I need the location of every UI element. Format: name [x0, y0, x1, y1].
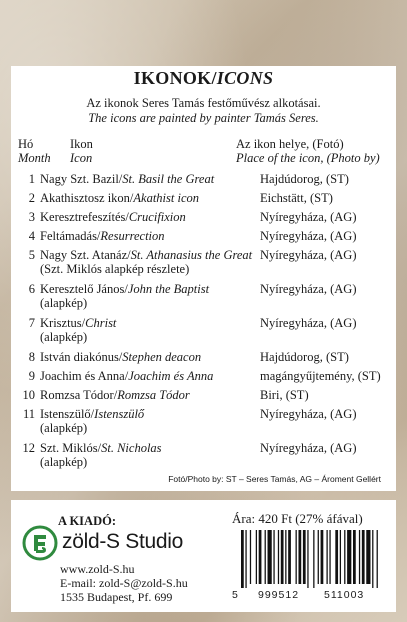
row-icon-name [40, 229, 165, 243]
barcode-bar [278, 530, 279, 584]
row-month-number: 6 [28, 282, 35, 296]
row-month-number: 7 [28, 316, 35, 330]
barcode-bar [313, 530, 314, 588]
row-icon-name [40, 350, 201, 364]
row-icon-note: (alapkép) [40, 330, 88, 344]
row-icon-name [40, 191, 199, 205]
row-icon-name-en: Akathist icon [133, 191, 200, 205]
row-icon-name [40, 388, 190, 402]
barcode-bar [288, 530, 291, 584]
zold-s-logo-icon [22, 525, 58, 561]
barcode-bar [245, 530, 246, 588]
row-month-number: 12 [22, 441, 35, 455]
price-label: Ára: 420 Ft (27% áfával) [232, 511, 363, 526]
row-icon-place: magángyűjtemény, (ST) [260, 369, 381, 383]
row-icon-place: Nyíregyháza, (AG) [260, 407, 357, 421]
row-icon-name-hu: Keresztrefeszítés/ [40, 210, 129, 224]
row-icon-name-en: St. Athanasius the Great [130, 248, 253, 262]
row-icon-note: (alapkép) [40, 455, 88, 469]
row-icon-name [40, 369, 213, 383]
row-icon-note: (Szt. Miklós alapkép részlete) [40, 262, 190, 276]
barcode-bar [344, 530, 345, 584]
barcode-image [241, 530, 381, 588]
barcode-bar [347, 530, 351, 584]
row-icon-name-en: St. Basil the Great [122, 172, 215, 186]
row-icon-name-en: Stephen deacon [122, 350, 202, 364]
row-icon-name-hu: Romzsa Tódor/ [40, 388, 118, 402]
barcode-bar [241, 530, 244, 588]
row-month-number: 5 [28, 248, 35, 262]
barcode-bar [265, 530, 266, 584]
publisher-website[interactable]: www.zold-S.hu [60, 562, 135, 576]
barcode-bar [362, 530, 365, 584]
row-icon-name-hu: Keresztelő János/ [40, 282, 128, 296]
row-icon-place: Nyíregyháza, (AG) [260, 210, 357, 224]
barcode-bar [340, 530, 341, 584]
barcode-bar [318, 530, 319, 584]
publisher-label: A KIADÓ: [58, 514, 116, 528]
row-icon-name-hu: Nagy Szt. Atanáz/ [40, 248, 131, 262]
row-icon-place: Eichstätt, (ST) [260, 191, 333, 205]
row-month-number: 11 [22, 407, 35, 421]
row-icon-name-hu: Feltámadás/ [40, 229, 101, 243]
row-icon-name-hu: István diakónus/ [40, 350, 123, 364]
subtitle-english: The icons are painted by painter Tamás Seres. [88, 111, 319, 125]
row-icon-name [40, 441, 162, 455]
row-icon-place: Nyíregyháza, (AG) [260, 282, 357, 296]
barcode-bar [296, 530, 297, 584]
row-icon-place: Nyíregyháza, (AG) [260, 248, 357, 262]
barcode-digits-right: 511003 [324, 589, 365, 601]
photo-credit: Fotó/Photo by: ST – Seres Tamás, AG – Ároment Gellért [168, 474, 381, 484]
row-month-number: 10 [22, 388, 35, 402]
barcode-bar [298, 530, 301, 584]
publisher-brand: zöld-S Studio [62, 530, 184, 553]
barcode-digits-left: 999512 [258, 589, 300, 601]
column-icon-hu: Ikon [70, 137, 93, 151]
row-icon-note: (alapkép) [40, 296, 88, 310]
row-month-number: 3 [28, 210, 35, 224]
row-month-number: 9 [28, 369, 35, 383]
column-place-en: Place of the icon, (Photo by) [236, 151, 380, 165]
row-icon-name-en: Istenszülő [94, 407, 145, 421]
row-icon-name-hu: Szt. Miklós/ [40, 441, 102, 455]
publisher-email[interactable]: E-mail: zold-S@zold-S.hu [60, 576, 188, 590]
barcode-bar [281, 530, 284, 584]
barcode-bar [359, 530, 360, 584]
row-icon-name-en: Joachim és Anna [128, 369, 214, 383]
row-icon-note: (alapkép) [40, 421, 88, 435]
row-month-number: 1 [28, 172, 35, 186]
row-icon-name-hu: Istenszülő/ [40, 407, 95, 421]
barcode-digit-lead: 5 [232, 589, 239, 601]
row-icon-name-en: St. Nicholas [101, 441, 162, 455]
barcode-bar [259, 530, 262, 584]
row-icon-place: Nyíregyháza, (AG) [260, 229, 357, 243]
title-hungarian: IKONOK/ [133, 68, 217, 88]
barcode-bar [372, 530, 373, 588]
column-month-en: Month [18, 151, 51, 165]
barcode-bar [285, 530, 286, 584]
column-icon-en: Icon [70, 151, 93, 165]
barcode-bar [366, 530, 370, 584]
row-icon-name-hu: Nagy Szt. Bazil/ [40, 172, 123, 186]
barcode-bar [303, 530, 306, 584]
barcode-bar [268, 530, 272, 584]
row-icon-place: Nyíregyháza, (AG) [260, 316, 357, 330]
barcode-bar [256, 530, 257, 584]
barcode-bar [326, 530, 327, 584]
row-icon-name [40, 407, 144, 421]
row-icon-name-hu: Krisztus/ [40, 316, 86, 330]
barcode-bar [377, 530, 378, 588]
column-month-hu: Hó [18, 137, 34, 151]
row-icon-name-en: Christ [85, 316, 117, 330]
row-icon-place: Biri, (ST) [260, 388, 309, 402]
row-icon-name-hu: Joachim és Anna/ [40, 369, 129, 383]
barcode-bar [335, 530, 338, 584]
row-icon-name-en: Romzsa Tódor [117, 388, 190, 402]
barcode-bar [353, 530, 356, 584]
row-icon-name-en: Crucifixion [128, 210, 186, 224]
row-month-number: 4 [28, 229, 35, 243]
row-icon-place: Hajdúdorog, (ST) [260, 350, 349, 364]
barcode-bar [307, 530, 308, 588]
row-month-number: 2 [28, 191, 35, 205]
page-title [0, 68, 407, 89]
row-icon-place: Nyíregyháza, (AG) [260, 441, 357, 455]
row-icon-name-en: Resurrection [100, 229, 165, 243]
row-icon-name-hu: Akathisztosz ikon/ [40, 191, 134, 205]
publisher-address: 1535 Budapest, Pf. 699 [60, 590, 173, 604]
row-icon-place: Hajdúdorog, (ST) [260, 172, 349, 186]
barcode-bar [321, 530, 324, 584]
row-icon-name-en: John the Baptist [127, 282, 210, 296]
column-place-hu: Az ikon helye, (Fotó) [236, 137, 344, 151]
row-icon-name [40, 172, 214, 186]
barcode-bar [250, 530, 251, 584]
title-english: ICONS [216, 68, 274, 88]
row-month-number: 8 [28, 350, 35, 364]
row-icon-name [40, 316, 116, 330]
row-icon-name [40, 248, 252, 262]
barcode-bar [329, 530, 330, 584]
subtitle-hungarian: Az ikonok Seres Tamás festőművész alkotásai. [86, 96, 321, 110]
row-icon-name [40, 210, 186, 224]
row-icon-name [40, 282, 209, 296]
barcode-bar [273, 530, 274, 584]
